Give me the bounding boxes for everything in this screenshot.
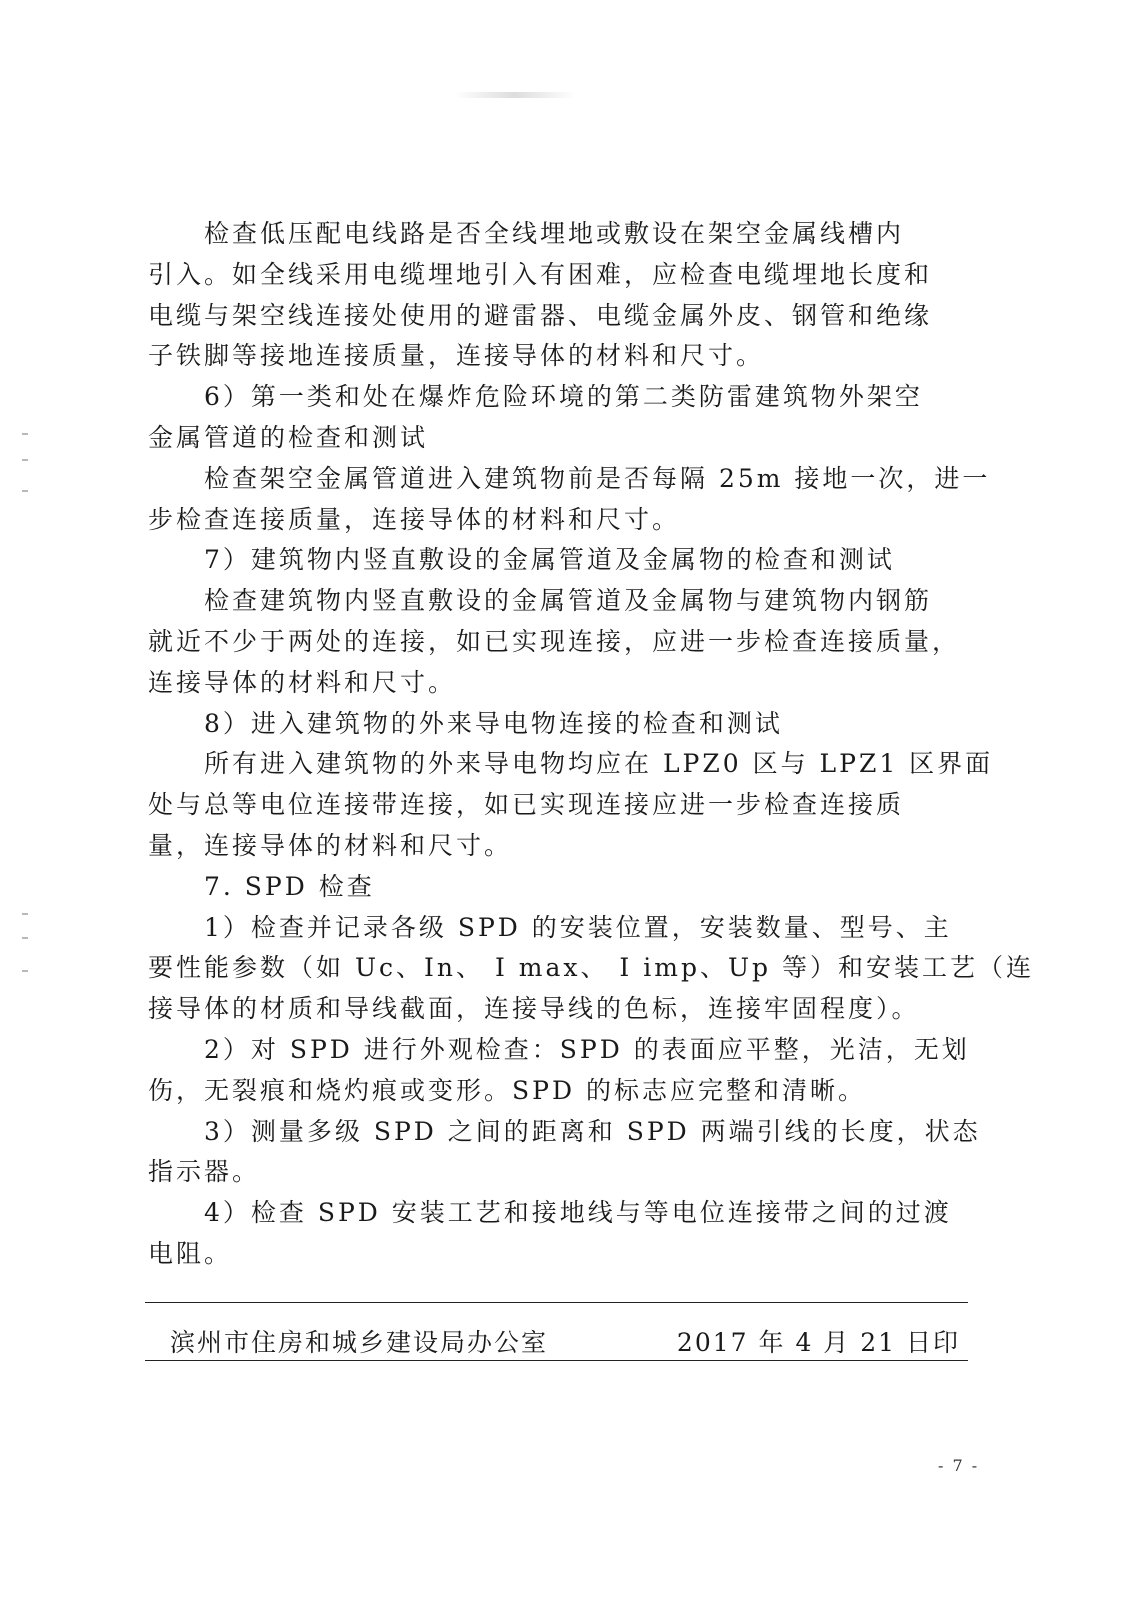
text-line: 检查低压配电线路是否全线埋地或敷设在架空金属线槽内 xyxy=(204,219,905,248)
text-line: 就近不少于两处的连接，如已实现连接，应进一步检查连接质量， xyxy=(148,626,961,656)
text-line: 1）检查并记录各级 SPD 的安装位置，安装数量、型号、主 xyxy=(204,912,952,942)
text-line: 指示器。 xyxy=(148,1157,261,1187)
text-line: 7）建筑物内竖直敷设的金属管道及金属物的检查和测试 xyxy=(204,545,895,575)
margin-mark xyxy=(22,913,28,915)
footer-print-date: 2017 年 4 月 21 日印 xyxy=(676,1328,960,1357)
text-line: 子铁脚等接地连接质量，连接导体的材料和尺寸。 xyxy=(148,341,765,371)
text-line: 伤，无裂痕和烧灼痕或变形。SPD 的标志应完整和清晰。 xyxy=(148,1075,866,1105)
body-text xyxy=(148,214,1034,1275)
scan-smudge xyxy=(455,92,575,98)
text-line: 处与总等电位连接带连接，如已实现连接应进一步检查连接质 xyxy=(148,790,905,820)
text-line: 电阻。 xyxy=(148,1238,233,1268)
text-line: 检查建筑物内竖直敷设的金属管道及金属物与建筑物内钢筋 xyxy=(204,586,933,616)
text-line: 要性能参数（如 Uc、In、 I max、 I imp、Up 等）和安装工艺（连 xyxy=(148,953,1034,983)
text-line: 量，连接导体的材料和尺寸。 xyxy=(148,830,513,860)
text-line: 步检查连接质量，连接导体的材料和尺寸。 xyxy=(148,504,681,534)
text-line: 2）对 SPD 进行外观检查：SPD 的表面应平整，光洁，无划 xyxy=(204,1034,970,1064)
footer-bottom-rule xyxy=(145,1360,968,1361)
text-line: 3）测量多级 SPD 之间的距离和 SPD 两端引线的长度，状态 xyxy=(204,1116,981,1146)
margin-mark xyxy=(22,490,28,492)
footer-office: 滨州市住房和城乡建设局办公室 xyxy=(170,1328,549,1357)
text-line: 检查架空金属管道进入建筑物前是否每隔 25m 接地一次，进一 xyxy=(204,463,991,493)
text-line: 电缆与架空线连接处使用的避雷器、电缆金属外皮、钢管和绝缘 xyxy=(148,300,933,330)
text-line: 金属管道的检查和测试 xyxy=(148,422,429,452)
margin-mark xyxy=(22,433,28,435)
margin-mark xyxy=(22,970,28,972)
margin-mark xyxy=(22,459,28,461)
page-number: - 7 - xyxy=(938,1456,980,1475)
text-line: 6）第一类和处在爆炸危险环境的第二类防雷建筑物外架空 xyxy=(204,382,923,412)
footer-top-rule xyxy=(145,1302,968,1303)
footer-imprint xyxy=(170,1323,960,1363)
text-line: 7. SPD 检查 xyxy=(204,871,375,901)
margin-mark xyxy=(22,937,28,939)
text-line: 所有进入建筑物的外来导电物均应在 LPZ0 区与 LPZ1 区界面 xyxy=(204,749,994,779)
text-line: 引入。如全线采用电缆埋地引入有困难，应检查电缆埋地长度和 xyxy=(148,259,933,289)
text-line: 连接导体的材料和尺寸。 xyxy=(148,667,457,697)
text-line: 4）检查 SPD 安装工艺和接地线与等电位连接带之间的过渡 xyxy=(204,1198,952,1228)
text-line: 接导体的材质和导线截面，连接导线的色标，连接牢固程度）。 xyxy=(148,994,920,1024)
text-line: 8）进入建筑物的外来导电物连接的检查和测试 xyxy=(204,708,783,738)
